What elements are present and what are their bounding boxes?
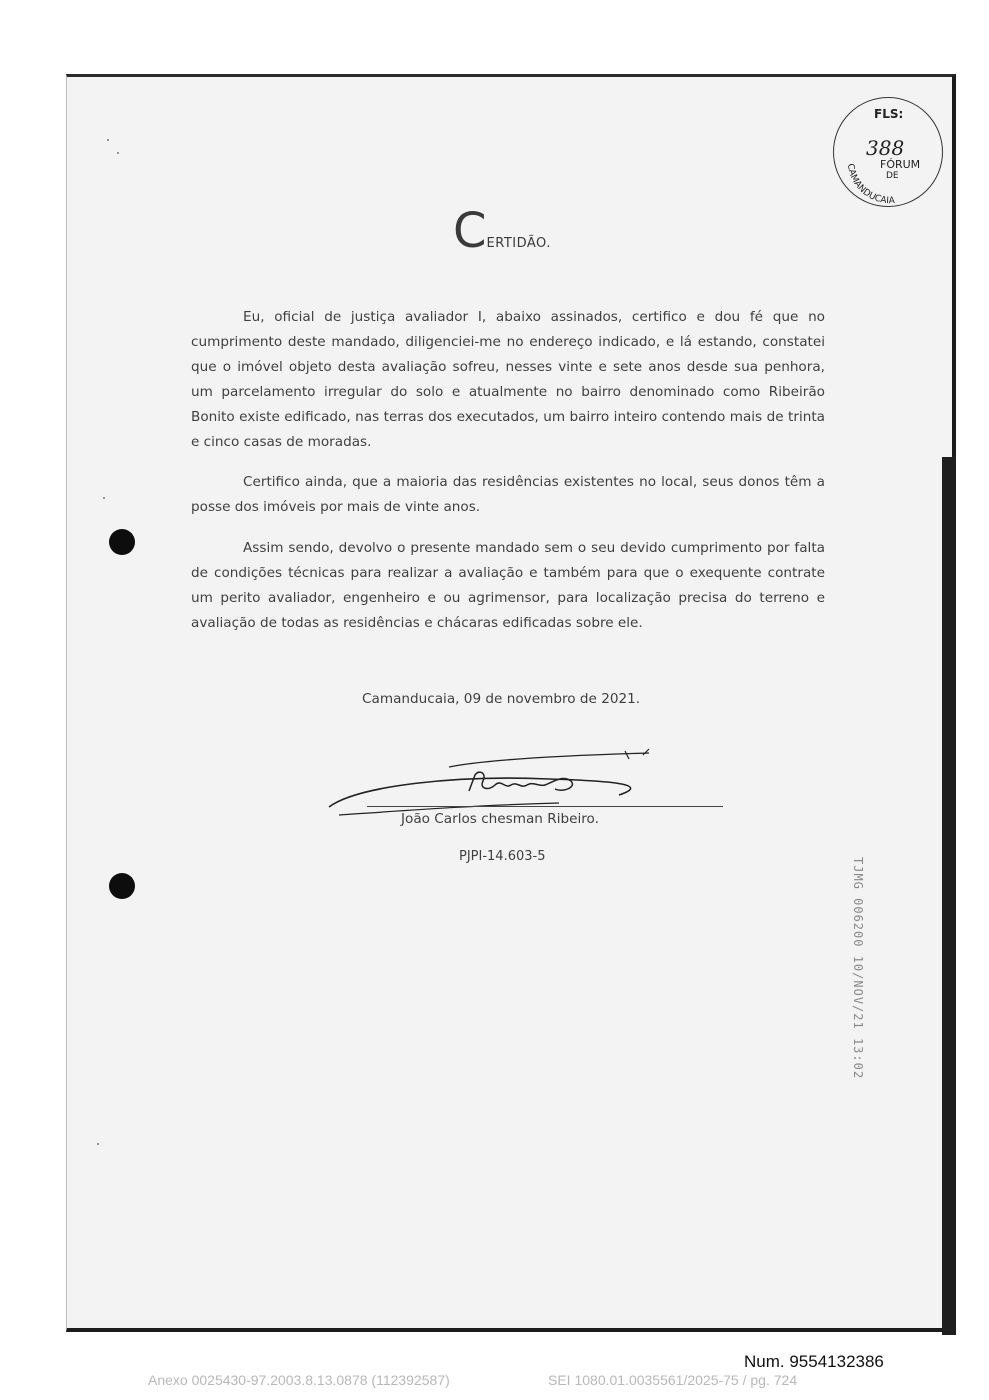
registration-number: PJPI-14.603-5 (459, 849, 546, 864)
punch-hole (109, 873, 135, 899)
stamp-city: CAMANDUCAIA (844, 162, 896, 207)
scan-speck (117, 152, 119, 154)
receipt-stamp-vertical: TJMG 006200 10/NOV/21 13:02 (851, 857, 865, 1080)
scan-speck (103, 497, 105, 499)
document-num: Num. 9554132386 (744, 1352, 884, 1371)
signer-name: João Carlos chesman Ribeiro. (401, 811, 599, 827)
footer-annex: Anexo 0025430-97.2003.8.13.0878 (112392587) (148, 1372, 450, 1388)
scanned-page (66, 74, 956, 1332)
scan-speck (97, 1143, 99, 1145)
place-date: Camanducaia, 09 de novembro de 2021. (362, 691, 641, 707)
scan-dark-edge (942, 457, 956, 1335)
punch-hole (109, 529, 135, 555)
footer-sei: SEI 1080.01.0035561/2025-75 / pg. 724 (548, 1372, 798, 1388)
document-title (453, 203, 551, 259)
title-rest: ERTIDÃO. (486, 236, 551, 251)
forum-page-stamp (833, 97, 943, 207)
paragraph-3: Assim sendo, devolvo o presente mandado sem o seu devido cumprimento por falta de condições técnicas para realizar a avaliação e também para que o exequente contrate um perito avaliador, engenheiro e ou agrimensor, para localização precisa do terreno e avaliação de todas as residências e chácaras edificadas sobre ele. (191, 540, 825, 631)
stamp-forum: FÓRUM (880, 158, 921, 171)
paragraph-2: Certifico ainda, que a maioria das residências existentes no local, seus donos têm a posse dos imóveis por mais de vinte anos. (191, 474, 825, 515)
paragraph-1: Eu, oficial de justiça avaliador I, abaixo assinados, certifico e dou fé que no cumprimento deste mandado, diligenciei-me no endereço indicado, e lá estando, constatei que o imóvel objeto desta avaliação sofreu, nesses vinte e sete anos desde sua penhora, um parcelamento irregular do solo e atualmente no bairro denominado como Ribeirão Bonito existe edificado, nas terras dos executados, um bairro inteiro contendo mais de trinta e cinco casas de moradas. (191, 309, 825, 450)
stamp-de: DE (886, 171, 899, 181)
signature-line (367, 806, 723, 807)
stamp-page-number: 388 (866, 136, 905, 160)
title-initial: C (453, 203, 487, 259)
stamp-label: FLS: (874, 107, 904, 121)
scan-speck (107, 139, 109, 141)
